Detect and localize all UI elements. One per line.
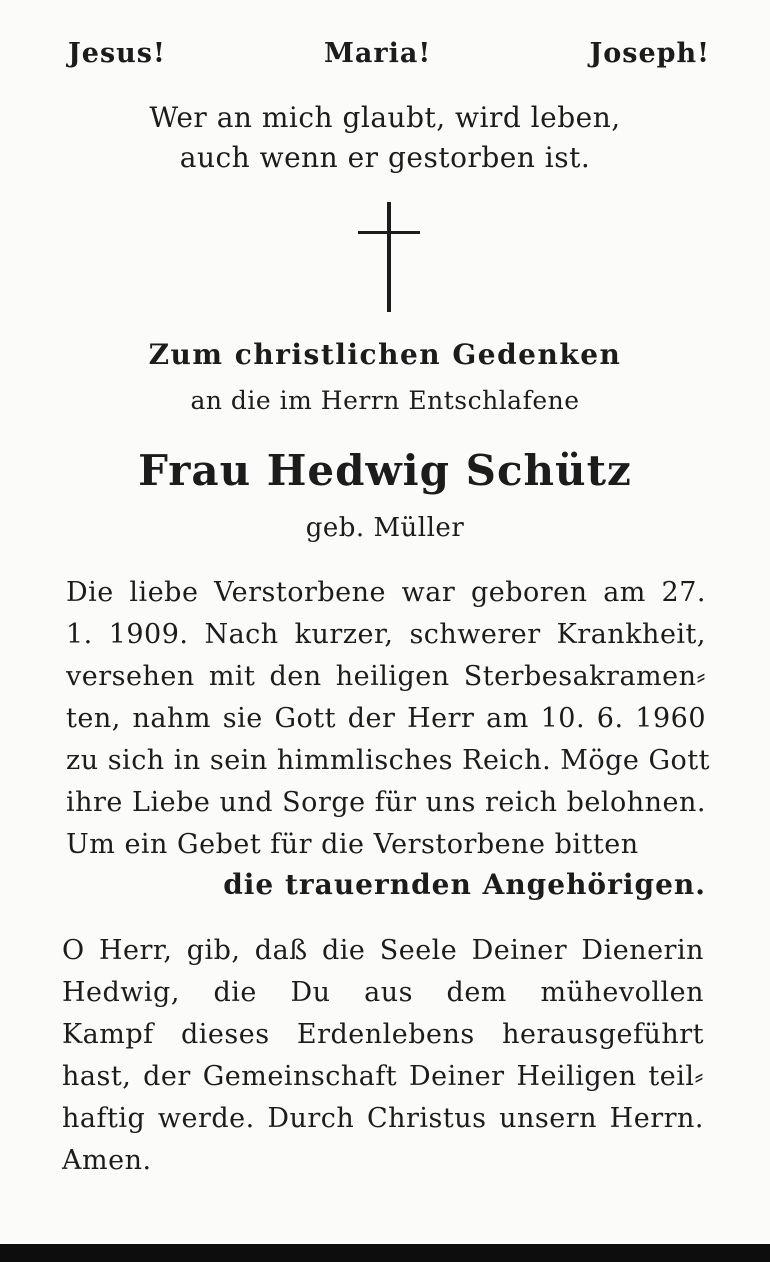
invocation-jesus: Jesus! <box>68 38 166 69</box>
biography-line: ten, nahm sie Gott der Herr am 10. 6. 1960 <box>66 703 706 734</box>
prayer-line: Amen. <box>62 1145 152 1176</box>
cross-icon <box>358 202 422 312</box>
biography-line: Um ein Gebet für die Verstorbene bitten <box>66 829 639 860</box>
biography-paragraph <box>66 572 711 866</box>
invocation-header <box>68 38 710 69</box>
biography-line: zu sich in sein himmlisches Reich. Möge Gott <box>66 745 711 776</box>
prayer-line: haftig werde. Durch Christus unsern Herrn. <box>62 1103 704 1134</box>
prayer-line: Hedwig, die Du aus dem mühevollen <box>62 977 704 1008</box>
verse-line: Wer an mich glaubt, wird leben, <box>149 101 621 134</box>
scan-edge <box>0 1244 770 1262</box>
biography-line: versehen mit den heiligen Sterbesakramen⸗ <box>66 661 706 692</box>
biography-line: ihre Liebe und Sorge für uns reich belohnen. <box>66 787 706 818</box>
biography-line: 1. 1909. Nach kurzer, schwerer Krankheit, <box>66 619 706 650</box>
memorial-subheading: an die im Herrn Entschlafene <box>190 386 580 415</box>
biography-line: Die liebe Verstorbene war geboren am 27. <box>66 577 706 608</box>
mourners-signature: die trauernden Angehörigen. <box>223 868 706 901</box>
bible-verse <box>0 98 770 178</box>
invocation-maria: Maria! <box>324 38 432 69</box>
maiden-name: geb. Müller <box>305 513 465 543</box>
prayer-line: O Herr, gib, daß die Seele Deiner Dienerin <box>62 935 704 966</box>
invocation-joseph: Joseph! <box>589 38 710 69</box>
memorial-heading: Zum christlichen Gedenken <box>148 338 622 371</box>
deceased-name: Frau Hedwig Schütz <box>138 446 632 495</box>
prayer-line: Kampf dieses Erdenlebens herausgeführt <box>62 1019 704 1050</box>
verse-line: auch wenn er gestorben ist. <box>179 141 591 174</box>
prayer-paragraph <box>62 930 704 1182</box>
prayer-line: hast, der Gemeinschaft Deiner Heiligen teil⸗ <box>62 1061 704 1092</box>
